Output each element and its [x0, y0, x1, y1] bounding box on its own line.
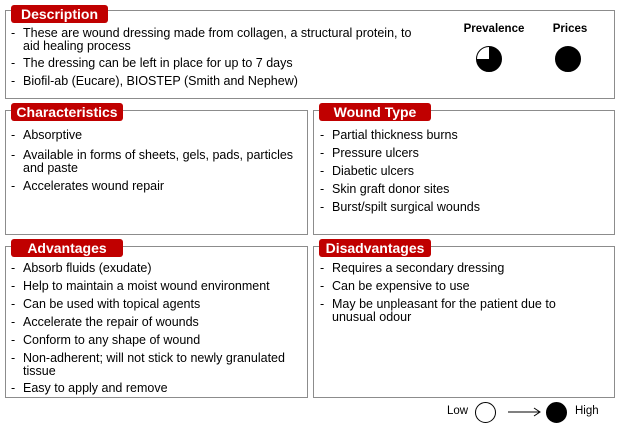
characteristics-title: Characteristics: [11, 103, 123, 121]
description-list: [10, 27, 430, 88]
advantages-item: - Accelerate the repair of wounds: [10, 316, 300, 329]
advantages-item: - Conform to any shape of wound: [10, 334, 300, 347]
advantages-item: - Non-adherent; will not stick to newly granulated tissue: [10, 352, 300, 378]
description-title: Description: [11, 5, 108, 23]
wound-type-item: - Pressure ulcers: [319, 147, 609, 160]
disadvantages-item: - Can be expensive to use: [319, 280, 599, 293]
characteristics-item: - Absorptive: [10, 129, 300, 142]
legend-low-icon: [475, 402, 496, 423]
disadvantages-item: - May be unpleasant for the patient due to unusual odour: [319, 298, 599, 324]
legend-high-label: High: [575, 405, 599, 417]
wound-type-title: Wound Type: [319, 103, 431, 121]
disadvantages-title: Disadvantages: [319, 239, 431, 257]
prevalence-label: Prevalence: [463, 23, 525, 35]
characteristics-list: [10, 129, 300, 193]
prevalence-indicator-icon: [476, 46, 502, 72]
wound-type-panel: [313, 110, 615, 235]
description-item: - Biofil-ab (Eucare), BIOSTEP (Smith and Nephew): [10, 75, 430, 88]
wound-type-item: - Burst/spilt surgical wounds: [319, 201, 609, 214]
advantages-title: Advantages: [11, 239, 123, 257]
description-item: - The dressing can be left in place for up to 7 days: [10, 57, 430, 70]
prices-indicator-icon: [555, 46, 581, 72]
characteristics-item: - Available in forms of sheets, gels, pads, particles and paste: [10, 149, 300, 175]
legend-high-icon: [546, 402, 567, 423]
characteristics-item: - Accelerates wound repair: [10, 180, 300, 193]
advantages-item: - Easy to apply and remove: [10, 382, 300, 395]
advantages-item: - Absorb fluids (exudate): [10, 262, 300, 275]
wound-type-item: - Partial thickness burns: [319, 129, 609, 142]
disadvantages-list: [319, 262, 599, 324]
arrow-right-icon: [508, 407, 542, 417]
legend-low-label: Low: [447, 405, 469, 417]
wound-type-item: - Diabetic ulcers: [319, 165, 609, 178]
wound-type-item: - Skin graft donor sites: [319, 183, 609, 196]
description-item: - These are wound dressing made from collagen, a structural protein, to aid healing process: [10, 27, 430, 53]
characteristics-panel: [5, 110, 308, 235]
advantages-panel: [5, 246, 308, 398]
prices-label: Prices: [552, 23, 588, 35]
disadvantages-panel: [313, 246, 615, 398]
advantages-list: [10, 262, 300, 395]
advantages-item: - Help to maintain a moist wound environment: [10, 280, 300, 293]
disadvantages-item: - Requires a secondary dressing: [319, 262, 599, 275]
description-panel: [5, 10, 615, 99]
wound-type-list: [319, 129, 609, 214]
advantages-item: - Can be used with topical agents: [10, 298, 300, 311]
